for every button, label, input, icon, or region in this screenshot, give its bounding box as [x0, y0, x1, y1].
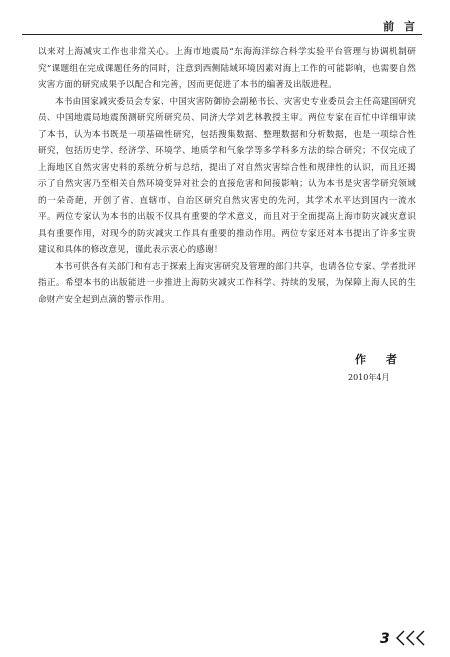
- paragraph-continuation: 以来对上海减灾工作也非常关心。上海市地震局“东海海洋综合科学实验平台管理与协调机制研究”课题组在完成课题任务的同时，注意到西侧陆域环境因素对海上工作的可能影响，也需要自然灾害方面的研究成果予以配合和完善，因而更促进了本书的编著及出版进程。: [38, 47, 416, 90]
- triple-chevron-left-icon: [394, 629, 430, 647]
- header-title: 前 言: [383, 20, 418, 33]
- running-header: [22, 16, 422, 35]
- paragraph-review: 本书由国家减灾委员会专家、中国灾害防御协会副秘书长、灾害史专业委员会主任高建国研究员、中国地震局地震预测研究所研究员、同济大学刘艺林教授主审。两位专家在百忙中详细审读了本书，认为本书既是一项基础性研究，包括搜集数据、整理数据和分析数据，也是一项综合性研究，包括历史学、经济学、环境学、地质学和气象学等多学科多方法的综合研究；不仅完成了上海地区自然灾害史料的系统分析与总结，提出了对自然灾害综合性和规律性的认识，而且还揭示了自然灾害乃至相关自然环境变异对社会的直接危害和间接影响；认为本书是灾害学研究领域的一朵奇葩，开创了省、直辖市、自治区研究自然灾害史的先河，其学术水平达到国内一流水平。两位专家认为本书的出版不仅具有重要的学术意义，而且对于全面提高上海市防灾减灾意识具有重要作用，对现今的防灾减灾工作具有重要的推动作用。两位专家还对本书提出了许多宝贵建议和具体的修改意见，谨此表示衷心的感谢！: [38, 96, 416, 255]
- page-number: 3: [380, 631, 390, 647]
- signature-date: 2010年4月: [348, 373, 390, 382]
- preface-body: [38, 44, 416, 308]
- author-signature: 作 者: [355, 353, 405, 366]
- paragraph-audience: 本书可供各有关部门和有志于探索上海灾害研究及管理的部门共享，也请各位专家、学者批评指正。希望本书的出版能进一步推进上海防灾减灾工作科学、持续的发展，为保障上海人民的生命财产安全起到点滴的警示作用。: [38, 261, 416, 305]
